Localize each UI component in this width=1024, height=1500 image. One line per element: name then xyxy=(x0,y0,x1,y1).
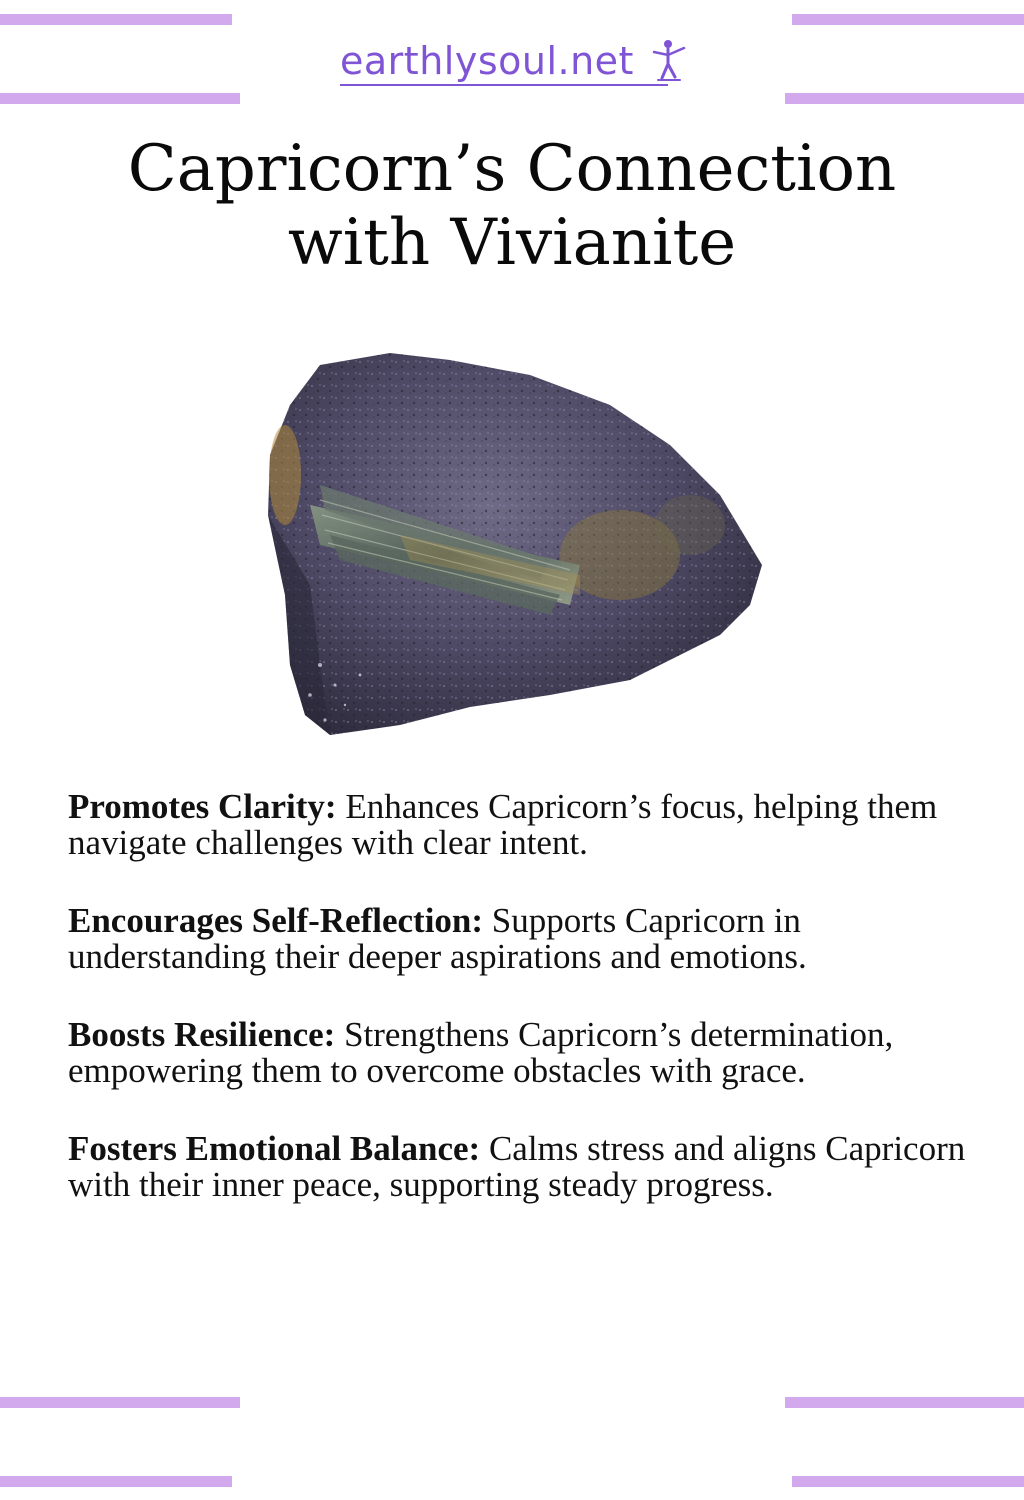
decorative-bar-bottom-left xyxy=(0,1476,232,1487)
benefit-text: Calms stress and aligns Capricorn with their inner peace, supporting steady progress. xyxy=(68,1129,966,1204)
page-title-line-2: with Vivianite xyxy=(287,206,737,280)
decorative-bar-top-left xyxy=(0,14,232,25)
logo-text: earthlysoul.net xyxy=(340,39,634,83)
benefit-title: Boosts Resilience: xyxy=(68,1015,336,1054)
benefit-title: Promotes Clarity: xyxy=(68,787,337,826)
benefit-text: Enhances Capricorn’s focus, helping them navigate challenges with clear intent. xyxy=(68,787,938,862)
decorative-bar-top-right-lower xyxy=(785,93,1024,104)
page-title-line-1: Capricorn’s Connection xyxy=(127,132,897,206)
site-logo[interactable] xyxy=(340,36,686,92)
logo-underline xyxy=(340,84,668,86)
benefit-text: Strengthens Capricorn’s determination, empowering them to overcome obstacles with grace. xyxy=(68,1015,894,1090)
decorative-bar-bottom-right-upper xyxy=(785,1397,1024,1408)
decorative-bar-top-left-lower xyxy=(0,93,240,104)
benefit-item xyxy=(68,789,968,861)
benefit-item xyxy=(68,1131,968,1203)
meditating-figure-icon xyxy=(650,38,686,82)
benefit-text: Supports Capricorn in understanding their deeper aspirations and emotions. xyxy=(68,901,807,976)
decorative-bar-bottom-right xyxy=(792,1476,1024,1487)
vivianite-mineral-icon xyxy=(250,335,770,745)
page-title xyxy=(40,132,984,280)
decorative-bar-top-right xyxy=(792,14,1024,25)
decorative-bar-bottom-left-upper xyxy=(0,1397,240,1408)
benefits-list xyxy=(68,789,968,1245)
benefit-item xyxy=(68,1017,968,1089)
benefit-item xyxy=(68,903,968,975)
benefit-title: Fosters Emotional Balance: xyxy=(68,1129,481,1168)
benefit-title: Encourages Self-Reflection: xyxy=(68,901,484,940)
